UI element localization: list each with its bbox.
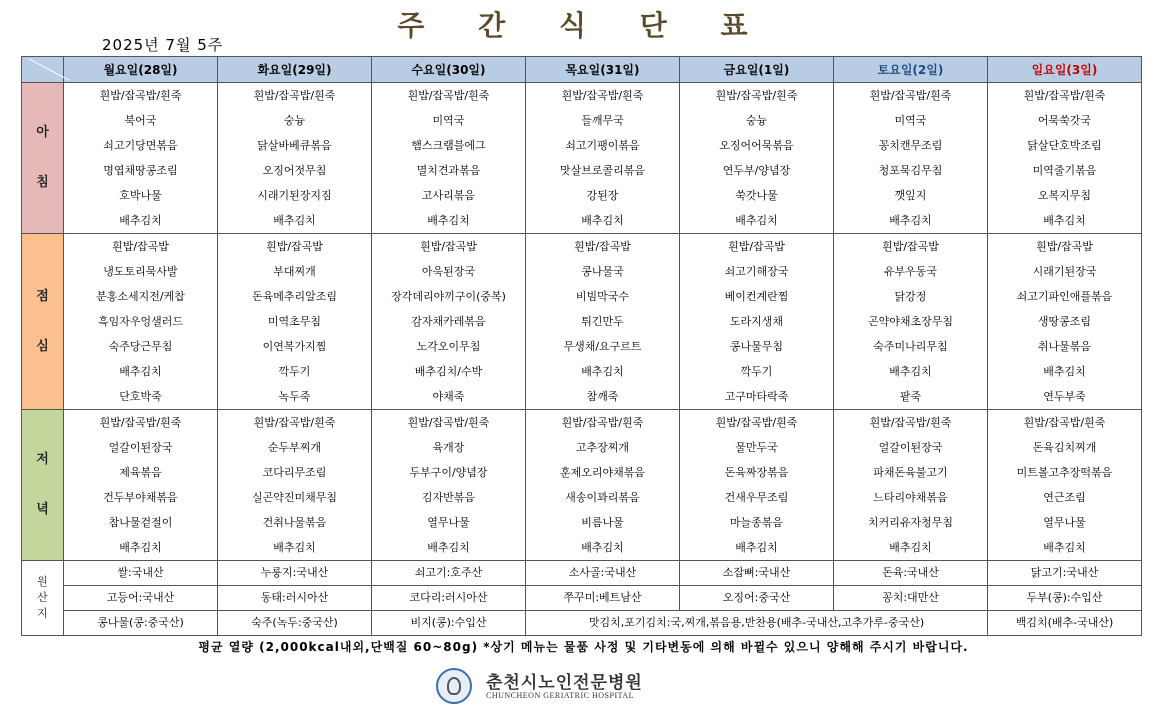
menu-item: 흰밥/잡곡밥/흰죽 (407, 89, 490, 102)
menu-item: 배추김치 (889, 541, 932, 554)
origin-item: 코다리:러시아산 (409, 591, 488, 604)
menu-item: 햄스크램블에그 (411, 139, 486, 152)
day-header-row (22, 57, 1142, 83)
menu-item: 제육볶음 (119, 466, 162, 479)
origin-row (22, 561, 1142, 586)
origin-item: 쭈꾸미:베트남산 (563, 591, 642, 604)
menu-item: 멸치견과볶음 (416, 164, 481, 177)
day-header-sunday: 일요일(3일) (988, 57, 1142, 83)
menu-item: 배추김치 (581, 214, 624, 227)
menu-item: 흰밥/잡곡밥 (574, 240, 631, 253)
menu-item: 단호박죽 (119, 390, 162, 403)
menu-item: 생땅콩조림 (1037, 315, 1092, 328)
menu-item: 흰밥/잡곡밥 (112, 240, 169, 253)
dinner-menu-cell (834, 410, 988, 561)
hospital-name-english: CHUNCHEON GERIATRIC HOSPITAL (486, 691, 635, 700)
menu-item: 냉도토리묵사발 (103, 265, 178, 278)
menu-item: 청포묵김무침 (878, 164, 943, 177)
menu-item: 숭늉 (745, 114, 768, 127)
menu-item: 미역줄기볶음 (1032, 164, 1097, 177)
origin-cell (526, 611, 988, 636)
menu-item: 돈육김치찌개 (1032, 441, 1097, 454)
origin-cell (64, 586, 218, 611)
origin-item: 닭고기:국내산 (1030, 566, 1099, 579)
menu-item: 흰밥/잡곡밥 (266, 240, 323, 253)
origin-item: 돈육:국내산 (882, 566, 939, 579)
day-header: 수요일(30일) (372, 57, 526, 83)
menu-item: 콩나물국 (581, 265, 624, 278)
menu-item: 느타리야채볶음 (873, 491, 948, 504)
menu-item: 야채죽 (432, 390, 465, 403)
origin-cell (218, 611, 372, 636)
meal-label-char: 아 (36, 125, 49, 140)
breakfast-menu-cell (834, 83, 988, 234)
menu-item: 장각데리야끼구이(중복) (391, 290, 506, 303)
origin-item: 콩나물(콩:중국산) (97, 616, 184, 629)
lunch-menu-cell (526, 234, 680, 410)
hospital-seal-icon (436, 668, 472, 704)
origin-cell (526, 561, 680, 586)
dinner-menu-cell (680, 410, 834, 561)
origin-cell (988, 611, 1142, 636)
dinner-row (22, 410, 1142, 561)
menu-item: 곤약야채초장무침 (867, 315, 953, 328)
menu-item: 흰밥/잡곡밥/흰죽 (253, 416, 336, 429)
lunch-menu-cell (218, 234, 372, 410)
breakfast-menu-cell (526, 83, 680, 234)
menu-item: 들깨무국 (581, 114, 624, 127)
origin-cell (64, 561, 218, 586)
origin-cell (372, 561, 526, 586)
origin-label-char: 산 (37, 591, 48, 604)
menu-item: 어묵쑥갓국 (1037, 114, 1092, 127)
menu-item: 닭살바베큐볶음 (257, 139, 332, 152)
notice-text: 평균 열량 (2,000kcal내외,단백질 60~80g) *상기 메뉴는 물품 사정 및 기타변동에 의해 바뀔수 있으니 양해해 주시기 바랍니다. (198, 640, 969, 654)
menu-item: 팥죽 (899, 390, 922, 403)
menu-item: 흑임자우엉샐러드 (97, 315, 183, 328)
menu-item: 쑥갓나물 (735, 189, 778, 202)
menu-item: 배추김치 (427, 541, 470, 554)
menu-item: 깻잎지 (894, 189, 927, 202)
menu-item: 쇠고기팽이볶음 (565, 139, 640, 152)
menu-item: 얼갈이된장국 (108, 441, 173, 454)
menu-item: 배추김치/수박 (414, 365, 483, 378)
origin-cell (988, 586, 1142, 611)
menu-item: 파채돈육불고기 (873, 466, 948, 479)
origin-label-char: 원 (37, 575, 48, 588)
menu-item: 순두부찌개 (267, 441, 322, 454)
menu-item: 흰밥/잡곡밥/흰죽 (561, 416, 644, 429)
menu-item: 김자반볶음 (421, 491, 476, 504)
menu-item: 이연복가지찜 (262, 340, 327, 353)
menu-item: 건두부야채볶음 (103, 491, 178, 504)
dinner-menu-cell (64, 410, 218, 561)
menu-item: 참나물겉절이 (108, 516, 173, 529)
weekly-menu-table (21, 56, 1142, 636)
hospital-logo (436, 668, 736, 706)
menu-item: 흰밥/잡곡밥/흰죽 (407, 416, 490, 429)
origin-item: 백김치(배추-국내산) (1015, 616, 1114, 629)
menu-item: 얼갈이된장국 (878, 441, 943, 454)
menu-item: 닭강정 (894, 290, 927, 303)
menu-item: 흰밥/잡곡밥 (882, 240, 939, 253)
day-header: 월요일(28일) (64, 57, 218, 83)
menu-item: 배추김치 (1043, 214, 1086, 227)
menu-item: 고사리볶음 (421, 189, 476, 202)
origin-label (22, 561, 64, 636)
menu-item: 배추김치 (735, 541, 778, 554)
menu-item: 배추김치 (581, 365, 624, 378)
meal-label-char: 심 (36, 338, 49, 354)
menu-item: 돈육메추리알조림 (251, 290, 337, 303)
lunch-menu-cell (988, 234, 1142, 410)
menu-item: 배추김치 (119, 541, 162, 554)
page-title: 주 간 식 단 표 (397, 9, 770, 42)
origin-cell (372, 611, 526, 636)
menu-item: 마늘종볶음 (729, 516, 784, 529)
meal-label-char: 녁 (36, 502, 49, 517)
menu-item: 맛살브로콜리볶음 (559, 164, 645, 177)
menu-item: 꽁치캔무조림 (878, 139, 943, 152)
menu-item: 시래기된장국 (1032, 265, 1097, 278)
menu-item: 오복지무침 (1037, 189, 1092, 202)
menu-item: 쇠고기파인애플볶음 (1016, 290, 1113, 303)
breakfast-menu-cell (218, 83, 372, 234)
origin-item: 두부(콩):수입산 (1026, 591, 1103, 604)
origin-cell (372, 586, 526, 611)
menu-item: 두부구이/양념장 (409, 466, 488, 479)
origin-cell (680, 561, 834, 586)
origin-cell (64, 611, 218, 636)
origin-label-char: 지 (37, 607, 48, 620)
menu-item: 아욱된장국 (421, 265, 476, 278)
menu-item: 흰밥/잡곡밥/흰죽 (561, 89, 644, 102)
menu-item: 흰밥/잡곡밥/흰죽 (1023, 416, 1106, 429)
breakfast-menu-cell (988, 83, 1142, 234)
meal-label-char: 저 (36, 452, 49, 467)
menu-item: 흰밥/잡곡밥/흰죽 (1023, 89, 1106, 102)
origin-item: 소잡뼈:국내산 (722, 566, 791, 579)
menu-item: 흰밥/잡곡밥 (420, 240, 477, 253)
menu-item: 배추김치 (273, 214, 316, 227)
breakfast-menu-cell (64, 83, 218, 234)
menu-item: 흰밥/잡곡밥/흰죽 (99, 89, 182, 102)
breakfast-menu-cell (372, 83, 526, 234)
menu-item: 열무나물 (1043, 516, 1086, 529)
dinner-menu-cell (372, 410, 526, 561)
menu-item: 유부우동국 (883, 265, 938, 278)
menu-item: 미역국 (432, 114, 465, 127)
menu-item: 배추김치 (889, 365, 932, 378)
menu-item: 배추김치 (889, 214, 932, 227)
menu-item: 배추김치 (1043, 365, 1086, 378)
menu-item: 호박나물 (119, 189, 162, 202)
menu-item: 미역초무침 (267, 315, 322, 328)
lunch-menu-cell (834, 234, 988, 410)
menu-item: 시래기된장지짐 (257, 189, 332, 202)
origin-item: 꽁치:대만산 (882, 591, 939, 604)
menu-item: 물만두국 (735, 441, 778, 454)
origin-item: 맛김치,포기김치:국,찌개,볶음용,반찬용(배추-국내산,고추가루-중국산) (588, 616, 925, 629)
menu-item: 흰밥/잡곡밥/흰죽 (715, 416, 798, 429)
menu-item: 훈제오리야채볶음 (559, 466, 645, 479)
breakfast-row (22, 83, 1142, 234)
week-date: 2025년 7월 5주 (102, 36, 224, 54)
menu-item: 새송이꽈리볶음 (565, 491, 640, 504)
menu-item: 무생채/요구르트 (563, 340, 642, 353)
menu-item: 배추김치 (1043, 541, 1086, 554)
menu-item: 비름나물 (581, 516, 624, 529)
origin-cell (218, 586, 372, 611)
menu-item: 쇠고기당면볶음 (103, 139, 178, 152)
menu-item: 콩나물무침 (729, 340, 784, 353)
meal-label-char: 침 (36, 175, 49, 190)
origin-item: 비지(콩):수입산 (410, 616, 487, 629)
lunch-row (22, 234, 1142, 410)
breakfast-menu-cell (680, 83, 834, 234)
menu-item: 닭살단호박조림 (1027, 139, 1102, 152)
origin-row (22, 611, 1142, 636)
menu-item: 배추김치 (735, 214, 778, 227)
menu-item: 분홍소세지전/케찹 (96, 290, 185, 303)
menu-item: 감자채카레볶음 (411, 315, 486, 328)
menu-item: 튀긴만두 (581, 315, 624, 328)
day-header: 금요일(1일) (680, 57, 834, 83)
hospital-name-korean: 춘천시노인전문병원 (486, 673, 643, 693)
menu-item: 숙주미나리무침 (873, 340, 948, 353)
menu-item: 배추김치 (427, 214, 470, 227)
menu-item: 도라지생채 (729, 315, 784, 328)
menu-item: 녹두죽 (278, 390, 311, 403)
menu-item: 부대찌개 (273, 265, 316, 278)
day-header: 목요일(31일) (526, 57, 680, 83)
origin-cell (218, 561, 372, 586)
menu-item: 베이컨계란찜 (724, 290, 789, 303)
corner-cell (22, 57, 64, 83)
menu-item: 참깨죽 (586, 390, 619, 403)
menu-item: 오징어어묵볶음 (719, 139, 794, 152)
menu-item: 연두부/양념장 (722, 164, 791, 177)
menu-item: 흰밥/잡곡밥/흰죽 (253, 89, 336, 102)
dinner-menu-cell (218, 410, 372, 561)
origin-cell (988, 561, 1142, 586)
origin-cell (834, 561, 988, 586)
menu-item: 돈육짜장볶음 (724, 466, 789, 479)
day-header: 화요일(29일) (218, 57, 372, 83)
menu-item: 흰밥/잡곡밥/흰죽 (869, 416, 952, 429)
origin-item: 동태:러시아산 (260, 591, 329, 604)
dinner-label (22, 410, 64, 561)
day-header-saturday: 토요일(2일) (834, 57, 988, 83)
lunch-menu-cell (372, 234, 526, 410)
menu-item: 미트볼고추장떡볶음 (1016, 466, 1113, 479)
menu-item: 흰밥/잡곡밥/흰죽 (715, 89, 798, 102)
menu-item: 육개장 (432, 441, 465, 454)
menu-item: 연근조림 (1043, 491, 1086, 504)
menu-item: 흰밥/잡곡밥/흰죽 (869, 89, 952, 102)
menu-item: 흰밥/잡곡밥/흰죽 (99, 416, 182, 429)
menu-item: 숭늉 (283, 114, 306, 127)
origin-cell (680, 586, 834, 611)
menu-item: 배추김치 (581, 541, 624, 554)
origin-row (22, 586, 1142, 611)
menu-item: 건취나물볶음 (262, 516, 327, 529)
lunch-menu-cell (680, 234, 834, 410)
menu-item: 북어국 (124, 114, 157, 127)
menu-item: 노각오이무침 (416, 340, 481, 353)
menu-item: 고구마타락죽 (724, 390, 789, 403)
menu-item: 미역국 (894, 114, 927, 127)
menu-item: 고추장찌개 (575, 441, 630, 454)
origin-item: 소사골:국내산 (568, 566, 637, 579)
origin-item: 쇠고기:호주산 (414, 566, 483, 579)
menu-item: 명엽채땅콩조림 (103, 164, 178, 177)
origin-item: 쌀:국내산 (117, 566, 164, 579)
origin-item: 누룽지:국내산 (260, 566, 329, 579)
menu-item: 취나물볶음 (1037, 340, 1092, 353)
lunch-label (22, 234, 64, 410)
menu-item: 배추김치 (119, 214, 162, 227)
menu-item: 깍두기 (278, 365, 311, 378)
menu-item: 숙주당근무침 (108, 340, 173, 353)
lunch-menu-cell (64, 234, 218, 410)
meal-label-char: 점 (36, 288, 49, 304)
menu-item: 실곤약진미채무침 (251, 491, 337, 504)
dinner-menu-cell (526, 410, 680, 561)
menu-item: 흰밥/잡곡밥 (1036, 240, 1093, 253)
menu-item: 흰밥/잡곡밥 (728, 240, 785, 253)
menu-item: 열무나물 (427, 516, 470, 529)
menu-item: 깍두기 (740, 365, 773, 378)
origin-cell (526, 586, 680, 611)
menu-item: 강된장 (586, 189, 619, 202)
menu-item: 비빔막국수 (575, 290, 630, 303)
dinner-menu-cell (988, 410, 1142, 561)
menu-item: 치커리유자청무침 (867, 516, 953, 529)
menu-item: 배추김치 (273, 541, 316, 554)
origin-item: 숙주(녹두:중국산) (251, 616, 338, 629)
menu-item: 오징어젓무침 (262, 164, 327, 177)
menu-item: 코다리무조림 (262, 466, 327, 479)
origin-item: 오징어:중국산 (722, 591, 791, 604)
origin-item: 고등어:국내산 (106, 591, 175, 604)
breakfast-label (22, 83, 64, 234)
menu-item: 건새우무조림 (724, 491, 789, 504)
origin-cell (834, 586, 988, 611)
menu-item: 배추김치 (119, 365, 162, 378)
menu-item: 쇠고기해장국 (724, 265, 789, 278)
menu-item: 연두부죽 (1043, 390, 1086, 403)
